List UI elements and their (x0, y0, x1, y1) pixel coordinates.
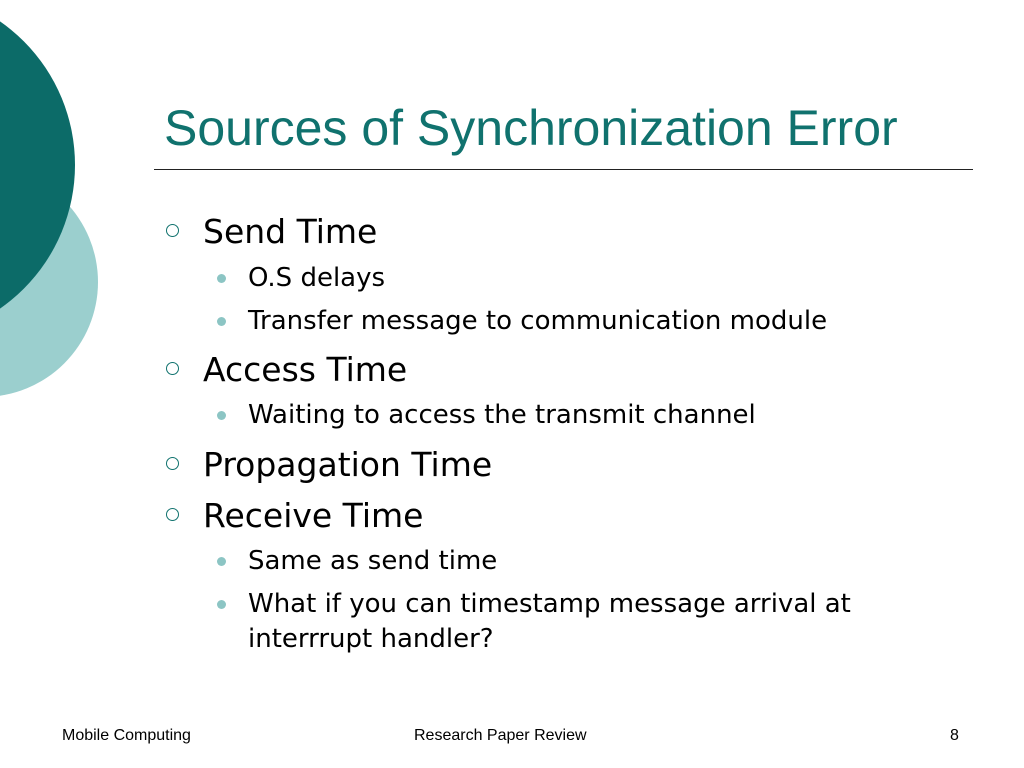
footer-title: Research Paper Review (414, 727, 587, 744)
bullet-text: Propagation Time (203, 445, 493, 484)
footer-page-number: 8 (950, 727, 959, 744)
sub-bullet-text: O.S delays (248, 263, 386, 293)
sub-bullet-text: What if you can timestamp message arrival at interrrupt handler? (248, 589, 851, 654)
hollow-circle-bullet-icon (166, 508, 179, 521)
footer-course: Mobile Computing (62, 727, 191, 744)
sub-bullet-text: Waiting to access the transmit channel (248, 400, 756, 430)
sub-bullet-text: Same as send time (248, 546, 498, 576)
bullet-text: Receive Time (203, 496, 424, 535)
bullet-text: Send Time (203, 212, 378, 251)
sub-bullet-text: Transfer message to communication module (248, 306, 828, 336)
dot-bullet-icon (217, 557, 226, 566)
dot-bullet-icon (217, 600, 226, 609)
hollow-circle-bullet-icon (166, 362, 179, 375)
dot-bullet-icon (217, 274, 226, 283)
slide-title: Sources of Synchronization Error (164, 100, 898, 156)
bullet-text: Access Time (203, 350, 408, 389)
hollow-circle-bullet-icon (166, 457, 179, 470)
dot-bullet-icon (217, 411, 226, 420)
dot-bullet-icon (217, 317, 226, 326)
hollow-circle-bullet-icon (166, 224, 179, 237)
